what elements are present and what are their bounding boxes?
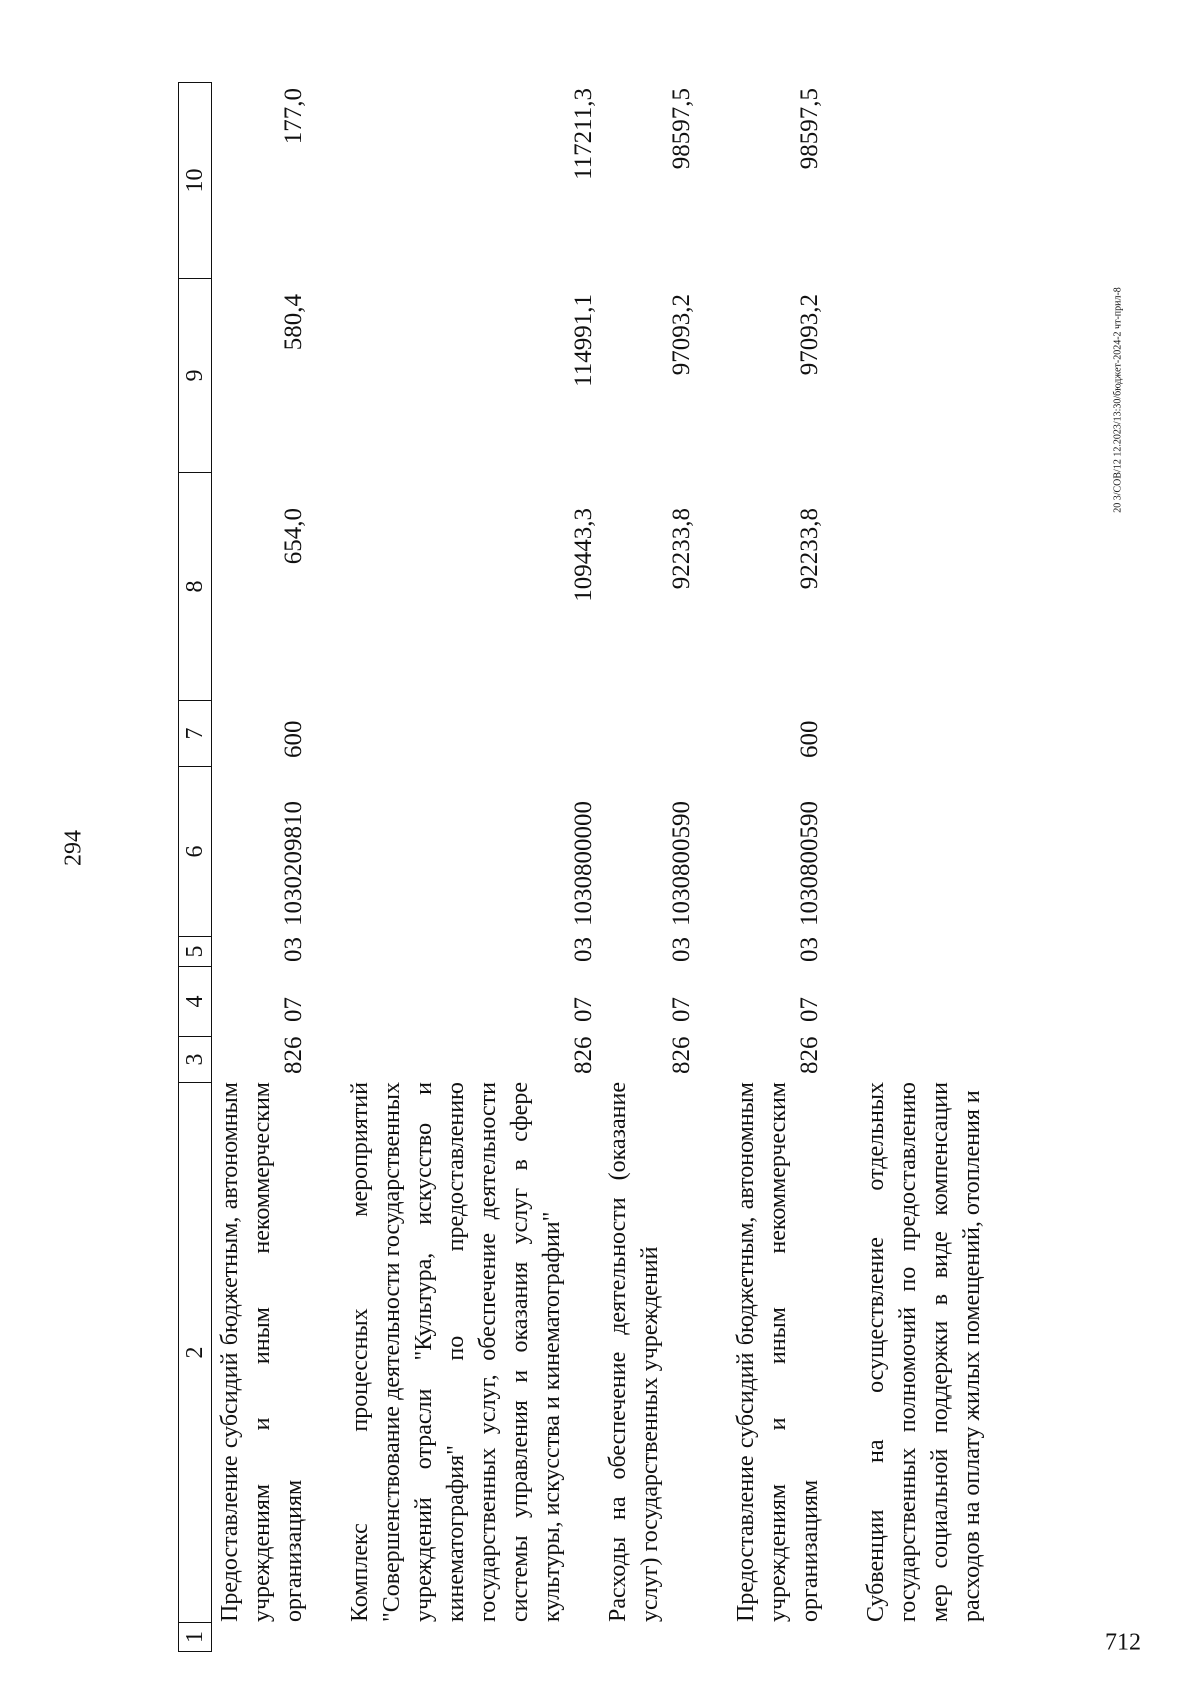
row-ministry-code: 826 (668, 1036, 695, 1074)
row-section-code: 07 (570, 997, 597, 1022)
row-description: Предоставление субсидий бюджетным, автономным учреждениям и иным некоммерческим организациям (217, 1082, 307, 1622)
page-footer-number: 712 (1105, 1629, 1141, 1656)
row-subsection-code: 03 (796, 937, 823, 962)
row-target-code: 1030800590 (796, 801, 823, 926)
row-amount-2024: 109443,3 (570, 508, 597, 602)
row-amount-2024: 654,0 (280, 508, 307, 565)
row-section-code: 07 (796, 997, 823, 1022)
row-amount-2025: 97093,2 (668, 294, 695, 376)
row-amount-2025: 580,4 (280, 294, 307, 351)
header-col-4: 4 (178, 966, 212, 1036)
row-subsection-code: 03 (280, 937, 307, 962)
document-code: 20 3/СОВ/12 12.2023/13:30/бюджет-2024-2 чт-прил-8 (1112, 287, 1124, 513)
header-col-7: 7 (178, 700, 212, 766)
row-amount-2026: 177,0 (280, 88, 307, 145)
header-col-3: 3 (178, 1036, 212, 1082)
row-description: Субвенции на осуществление отдельных государственных полномочий по предоставлению мер социальной поддержки в виде компенсации расходов на оплату жилых помещений, отопления и (863, 1082, 985, 1622)
row-expense-type: 600 (796, 720, 823, 758)
header-col-1: 1 (178, 1622, 212, 1652)
row-amount-2024: 92233,8 (796, 508, 823, 590)
row-ministry-code: 826 (570, 1036, 597, 1074)
header-col-6: 6 (178, 766, 212, 936)
row-amount-2026: 98597,5 (796, 88, 823, 170)
row-section-code: 07 (668, 997, 695, 1022)
header-col-10: 10 (178, 82, 212, 278)
row-description: Предоставление субсидий бюджетным, автономным учреждениям и иным некоммерческим организациям (733, 1082, 823, 1622)
header-col-2: 2 (178, 1082, 212, 1622)
row-section-code: 07 (280, 997, 307, 1022)
header-col-9: 9 (178, 278, 212, 472)
row-amount-2025: 97093,2 (796, 294, 823, 376)
row-subsection-code: 03 (668, 937, 695, 962)
table-header-row (178, 82, 212, 1652)
row-subsection-code: 03 (570, 937, 597, 962)
header-col-5: 5 (178, 936, 212, 966)
row-target-code: 1030800590 (668, 801, 695, 926)
row-expense-type: 600 (280, 720, 307, 758)
row-amount-2024: 92233,8 (668, 508, 695, 590)
row-ministry-code: 826 (796, 1036, 823, 1074)
header-col-8: 8 (178, 472, 212, 700)
row-description: Комплекс процессных мероприятий "Совершенствование деятельности государственных учреждений отрасли "Культура, искусство и кинематография" по предоставлению государственных услуг, обеспечение деятельности системы управления и оказания услуг в сфере культуры, искусства и кинематографии" (347, 1082, 565, 1622)
budget-table (178, 0, 1200, 1652)
row-description: Расходы на обеспечение деятельности (оказание услуг) государственных учреждений (605, 1082, 663, 1622)
row-target-code: 1030800000 (570, 801, 597, 926)
row-amount-2026: 98597,5 (668, 88, 695, 170)
row-amount-2025: 114991,1 (570, 294, 597, 387)
page-number: 294 (60, 830, 87, 866)
row-ministry-code: 826 (280, 1036, 307, 1074)
row-amount-2026: 117211,3 (570, 88, 597, 180)
row-target-code: 1030209810 (280, 801, 307, 926)
